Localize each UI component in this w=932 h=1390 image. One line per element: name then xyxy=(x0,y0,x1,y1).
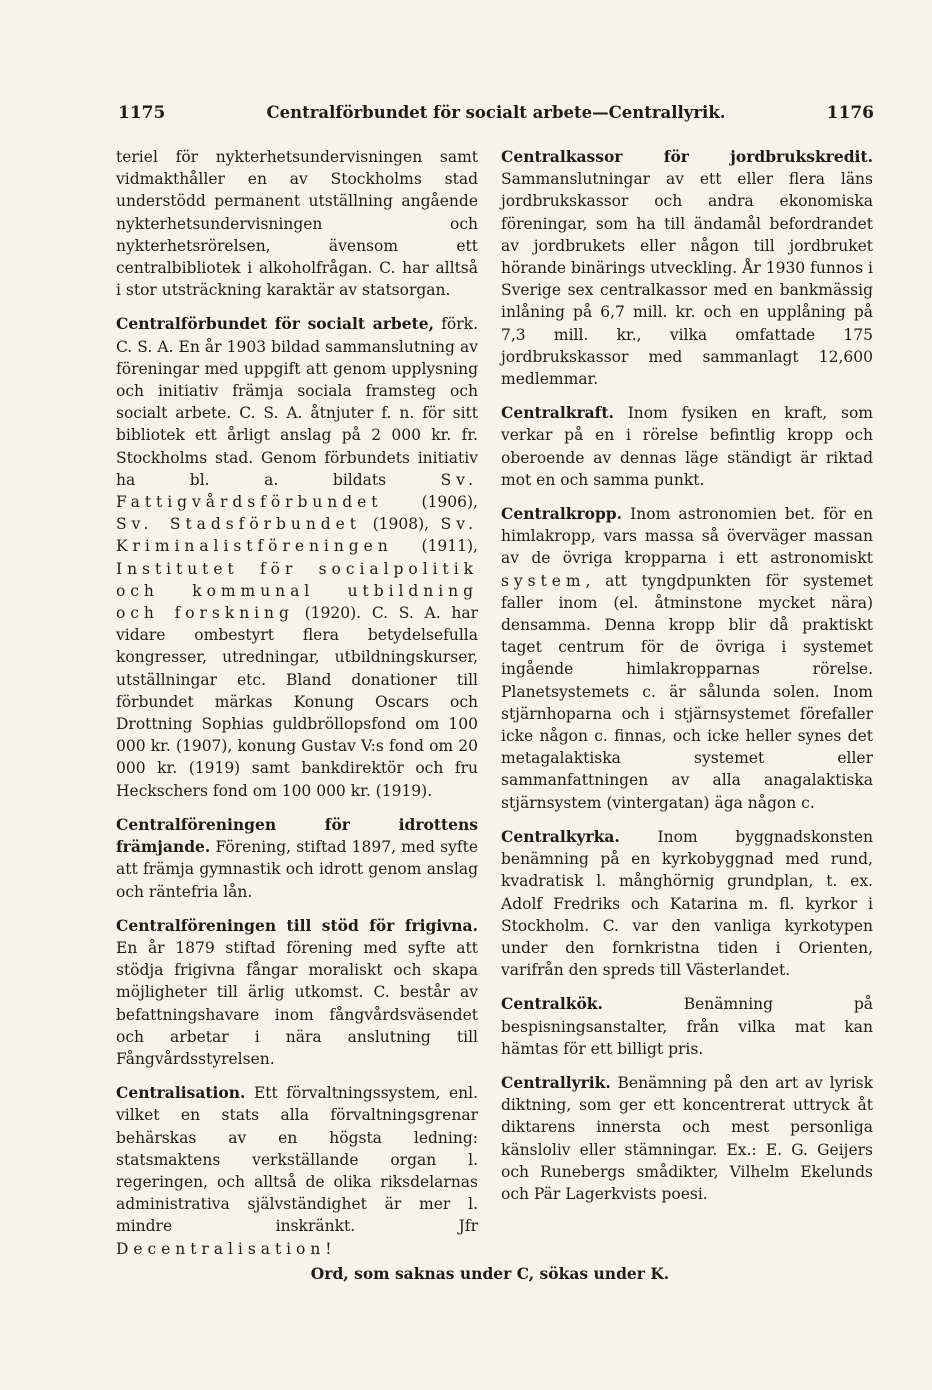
entry-centralkok xyxy=(501,993,873,1060)
entry-centralkropp xyxy=(501,503,873,814)
entry-headword: Centralföreningen för idrottens främjande. xyxy=(116,814,478,857)
entry-centralkassor xyxy=(501,146,873,390)
entry-text: Inom fysiken en kraft, som verkar på en i rörelse befintlig kropp och oberoende av dennas läge ständigt är riktad mot en och samma punkt. xyxy=(501,404,873,489)
entry-headword: Centralkök. xyxy=(501,994,603,1014)
entry-centralforeningen-frigivna xyxy=(116,915,478,1070)
cross-reference: Decentralisation! xyxy=(116,1239,337,1258)
spaced-name: Sv. Fattigvårdsförbundet xyxy=(116,470,478,512)
page-number-right: 1176 xyxy=(826,103,874,123)
entry-centralforeningen-idrott xyxy=(116,814,478,903)
page-number-left: 1175 xyxy=(118,103,166,123)
entry-text: Förening, stiftad 1897, med syfte att främja gymnastik och idrott genom anslag och räntefria lån. xyxy=(116,838,478,901)
entry-centralkraft xyxy=(501,402,873,491)
entry-headword: Centralkyrka. xyxy=(501,826,620,846)
entry-text: (1911), xyxy=(392,537,478,556)
running-title: Centralförbundet för socialt arbete—Centrallyrik. xyxy=(266,103,726,122)
entry-text: Benämning på den art av lyrisk diktning, som ger ett koncentrerat uttryck åt diktarens innersta och mest personliga känsloliv eller stämningar. Ex.: E. G. Geijers och Runebergs smådikter, Vilhelm Ekelunds och Pär Lagerkvists poesi. xyxy=(501,1073,873,1203)
entry-headword: Centralkassor för jordbrukskredit. xyxy=(501,147,873,166)
entry-text: Benämning på bespisningsanstalter, från vilka mat kan hämtas för ett billigt pris. xyxy=(501,995,873,1058)
entry-text: Sammanslutningar av ett eller flera läns jordbrukskassor och andra ekonomiska föreningar, som ha till ändamål befordrandet av jordbrukets eller någon till jordbruket hörande binärings utveckling. År 1930 funnos i Sverige sex centralkassor med en bankmässig inlåning på 6,7 mill. kr. och en upplåning på 7,3 mill. kr., vilka omfattade 175 jordbrukskassor med sammanlagt 12,600 medlemmar. xyxy=(501,170,873,389)
right-column xyxy=(501,146,873,1217)
entry-centrallyrik xyxy=(501,1072,873,1205)
entry-centralkyrka xyxy=(501,826,873,981)
entry-centralforbundet xyxy=(116,313,478,801)
entry-headword: Centrallyrik. xyxy=(501,1072,611,1092)
entry-text: Inom astronomien bet. för en himlakropp, vars massa så överväger massan av de övriga kropparna i ett astronomiskt xyxy=(501,505,873,568)
entry-headword: Centralförbundet för socialt arbete, xyxy=(116,314,435,334)
page-header xyxy=(118,103,874,129)
entry-headword: Centralkropp. xyxy=(501,504,623,524)
continuation-paragraph: teriel för nykterhetsundervisningen samt vidmakthåller en av Stockholms stad understödd permanent utställning angående nykterhetsundervisningen och nykterhetsrörelsen, ävensom ett centralbibliotek i alkoholfrågan. C. har alltså i stor utsträckning karaktär av statsorgan. xyxy=(116,148,478,300)
entry-text: (1908), xyxy=(361,515,441,534)
entry-headword: Centralisation. xyxy=(116,1083,246,1103)
left-column xyxy=(116,146,478,1272)
entry-text: , att tyngdpunkten för systemet faller inom (el. åtminstone mycket nära) densamma. Denna kropp blir då praktiskt taget centrum för de övriga i systemet ingående himlakropparnas rörelse. Planetsystemets c. är sålunda solen. Inom stjärnhoparna och i stjärnsystemet förefaller icke någon c. finnas, och icke heller synes det metagalaktiska systemet eller sammanfattningen av alla anagalaktiska stjärnsystem (vintergatan) äga någon c. xyxy=(501,571,873,812)
spaced-term: system xyxy=(501,571,586,590)
entry-headword: Centralkraft. xyxy=(501,403,614,423)
entry-text: (1906), xyxy=(382,493,478,512)
footer-note: Ord, som saknas under C, sökas under K. xyxy=(310,1264,670,1283)
spaced-name: Institutet för socialpolitik och kommunal utbildning och forskning xyxy=(116,559,478,623)
entry-text: En år 1879 stiftad förening med syfte att stödja frigivna fångar moraliskt och skapa möjligheter till ärlig utkomst. C. består av befattningshavare inom fångvårdsväsendet och arbetar i nära anslutning till Fångvårdsstyrelsen. xyxy=(116,938,478,1068)
entry-text: Inom byggnadskonsten benämning på en kyrkobyggnad med rund, kvadratisk l. månghörnig grundplan, t. ex. Adolf Fredriks och Katarina m. fl. kyrkor i Stockholm. C. var den vanliga kyrkotypen under den fornkristna tiden i Orienten, varifrån den spreds till Västerlandet. xyxy=(501,827,873,980)
entry-text: Ett förvaltningssystem, enl. vilket en stats alla förvaltningsgrenar behärskas av en högsta ledning: statsmaktens verkställande organ l. regeringen, och alltså de olika riksdelarnas administrativa självständighet är mer l. mindre inskränkt. Jfr xyxy=(116,1084,478,1236)
entry-text: (1920). C. S. A. har vidare ombestyrt flera betydelsefulla kongresser, utredningar, utbildningskurser, utställningar etc. Bland donationer till förbundet märkas Konung Oscars och Drottning Sophias guldbröllopsfond om 100 000 kr. (1907), konung Gustav V:s fond om 20 000 kr. (1919) samt bankdirektör och fru Heckschers fond om 100 000 kr. (1919). xyxy=(116,604,478,800)
entry-centralisation xyxy=(116,1082,478,1260)
entry-headword: Centralföreningen till stöd för frigivna. xyxy=(116,915,478,935)
entry-text: förk. C. S. A. En år 1903 bildad sammanslutning av föreningar med uppgift att genom upplysning och initiativ främja sociala framsteg och socialt arbete. C. S. A. åtnjuter f. n. för sitt bibliotek ett årligt anslag på 2 000 kr. fr. Stockholms stad. Genom förbundets initiativ ha bl. a. bildats xyxy=(116,315,478,489)
spaced-name: Sv. Kriminalistföreningen xyxy=(116,515,478,556)
spaced-name: Sv. Stadsförbundet xyxy=(116,515,361,534)
